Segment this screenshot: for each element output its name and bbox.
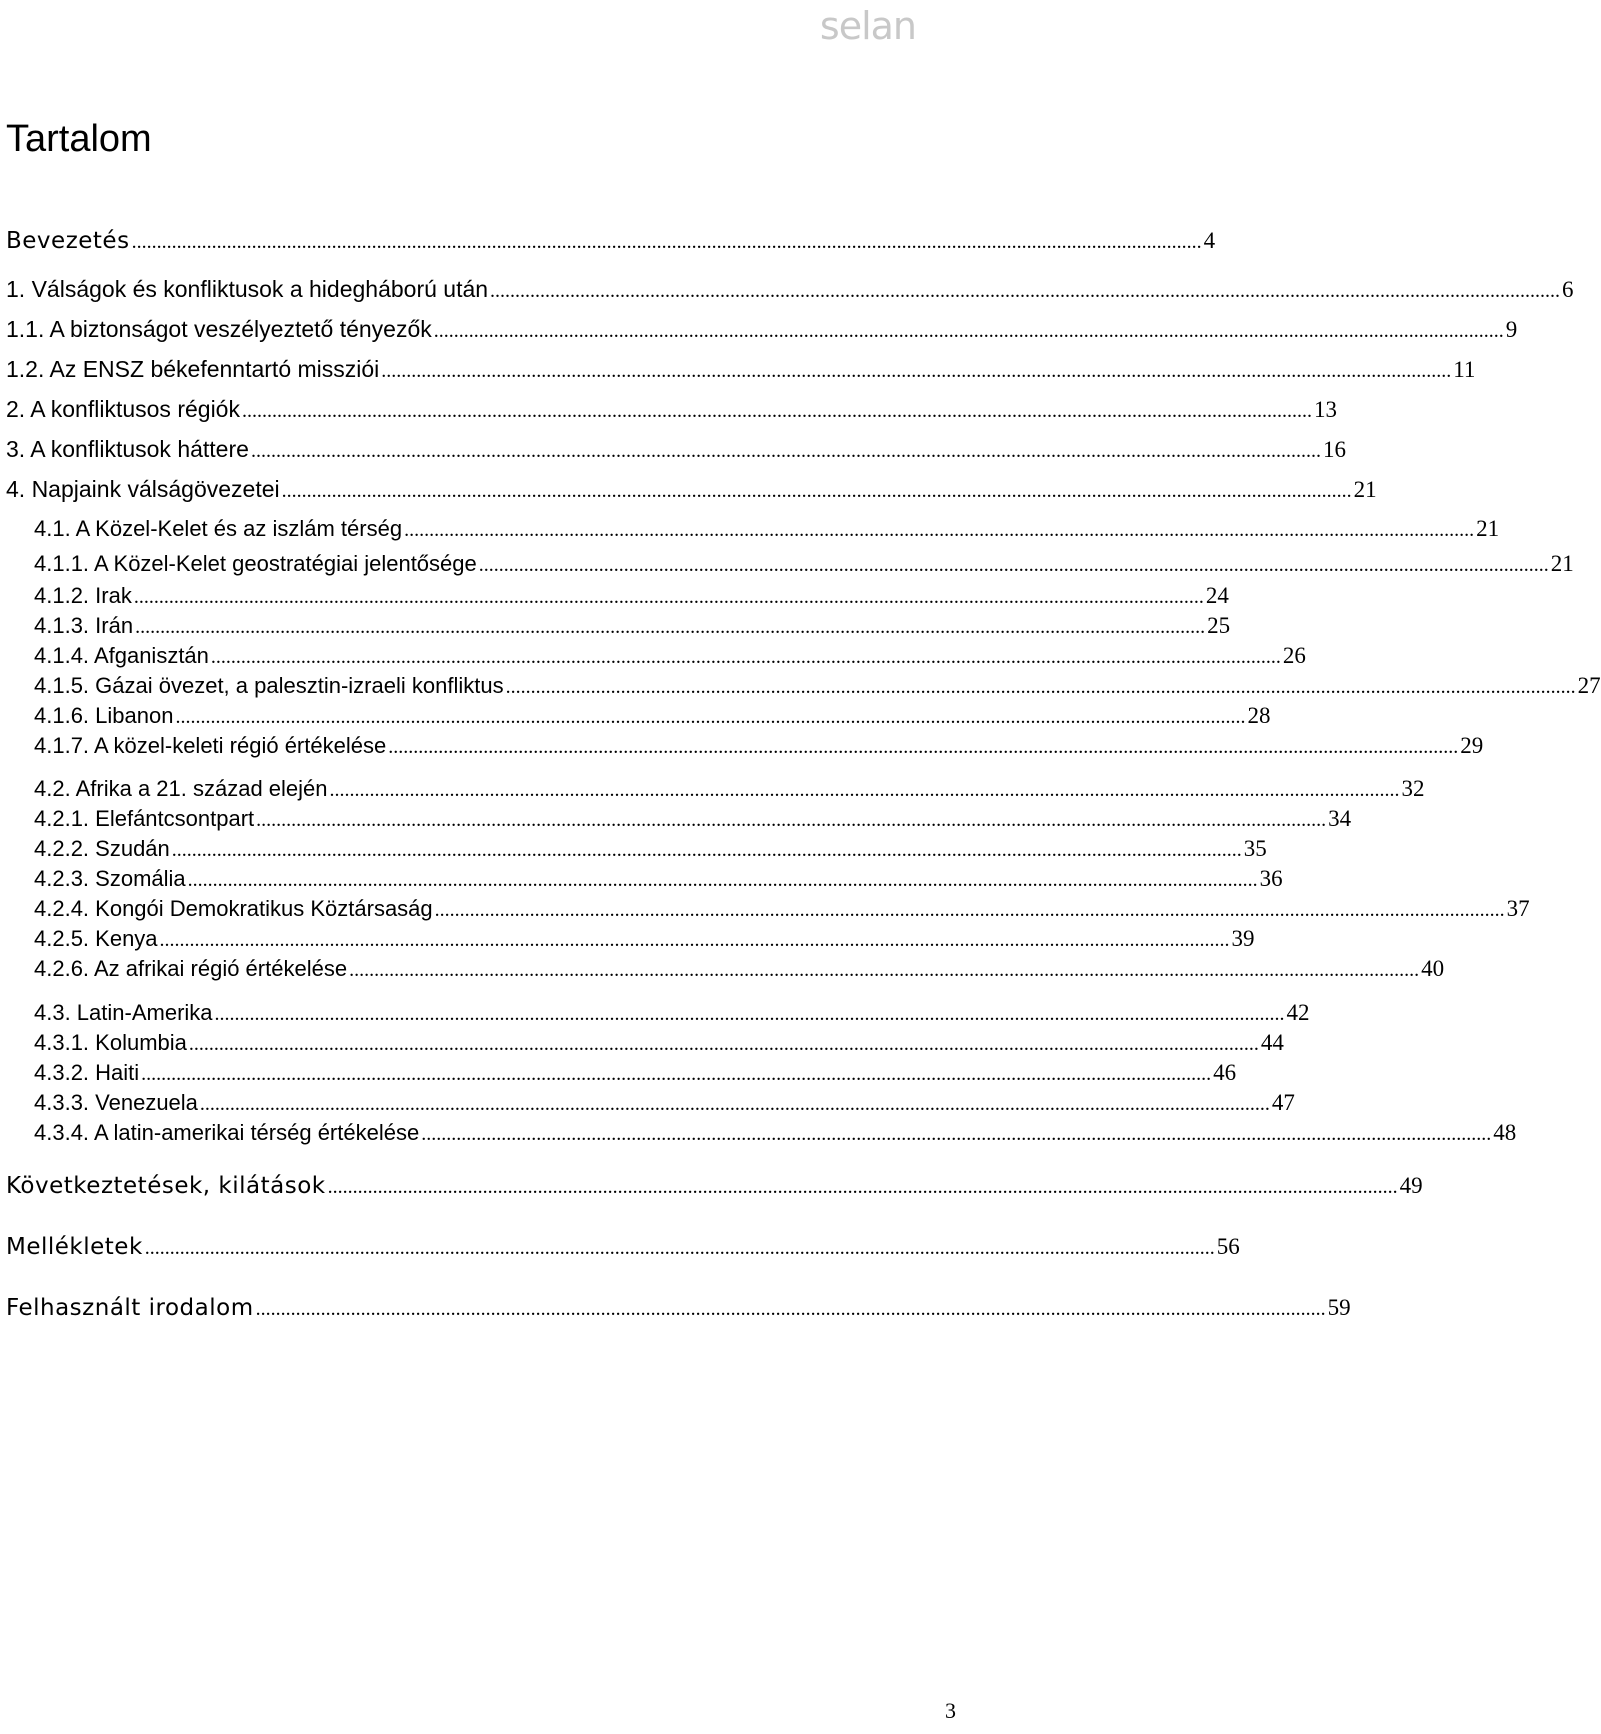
toc-entry[interactable] [34,806,1352,840]
toc-leader-dots [141,1063,1211,1086]
toc-leader-dots [215,1003,1285,1026]
toc-entry-page: 28 [1247,703,1271,728]
toc-entry[interactable] [34,776,1425,810]
toc-leader-dots [135,616,1205,639]
toc-leader-dots [490,280,1560,303]
toc-entry[interactable] [6,316,1518,350]
toc-entry-label: 3. A konfliktusok háttere [6,436,249,462]
toc-entry[interactable] [34,1090,1295,1124]
toc-entry-page: 21 [1476,516,1500,541]
toc-entry[interactable] [6,1173,1423,1207]
toc-entry[interactable] [34,1120,1517,1154]
toc-entry-page: 36 [1259,866,1283,891]
toc-entry-page: 6 [1562,277,1574,302]
toc-leader-dots [188,869,1258,892]
toc-entry-page: 32 [1401,776,1425,801]
toc-entry[interactable] [34,896,1530,930]
toc-entry-page: 4 [1203,228,1216,253]
toc-entry[interactable] [34,1060,1237,1094]
toc-entry[interactable] [34,613,1231,647]
toc-entry[interactable] [6,228,1216,262]
publisher-logo [820,4,916,48]
toc-entry-page: 40 [1421,956,1445,981]
toc-entry-label: 4.2.6. Az afrikai régió értékelése [34,956,348,981]
toc-leader-dots [404,519,1474,542]
toc-entry-label: 4.1.1. A Közel-Kelet geostratégiai jelentősége [34,551,477,576]
toc-entry-label: 4.1.2. Irak [34,583,132,608]
toc-leader-dots [479,554,1549,577]
toc-leader-dots [506,676,1576,699]
toc-leader-dots [256,809,1326,832]
toc-entry-page: 21 [1550,551,1574,576]
toc-entry-page: 37 [1506,896,1530,921]
toc-entry-page: 46 [1213,1060,1237,1085]
toc-entry-page: 59 [1327,1295,1351,1320]
toc-leader-dots [251,440,1321,463]
toc-entry-label: 4.1.7. A közel-keleti régió értékelése [34,733,387,758]
toc-leader-dots [200,1093,1270,1116]
toc-entry-page: 13 [1313,397,1337,422]
page-title: Tartalom [6,118,152,160]
toc-entry-label: 1.1. A biztonságot veszélyeztető tényezők [6,316,432,342]
toc-leader-dots [388,736,1458,759]
toc-entry-label: 4.3.1. Kolumbia [34,1030,187,1055]
toc-leader-dots [145,1237,1215,1260]
toc-entry-page: 27 [1577,673,1601,698]
toc-leader-dots [435,899,1505,922]
toc-entry-page: 9 [1505,317,1518,342]
toc-leader-dots [132,231,1202,254]
toc-leader-dots [381,360,1451,383]
toc-leader-dots [421,1123,1491,1146]
toc-leader-dots [256,1298,1326,1321]
toc-entry[interactable] [34,516,1500,550]
toc-entry-page: 48 [1493,1120,1517,1145]
toc-entry-label: Felhasznált irodalom [6,1295,254,1321]
toc-entry[interactable] [34,583,1229,617]
toc-entry[interactable] [34,703,1271,737]
toc-entry-label: 4.3. Latin-Amerika [34,1000,213,1025]
toc-entry-page: 21 [1353,477,1377,502]
page-number: 3 [945,1698,956,1723]
toc-leader-dots [242,400,1312,423]
toc-entry-page: 42 [1286,1000,1310,1025]
toc-entry-label: 4.2.4. Kongói Demokratikus Köztársaság [34,896,433,921]
toc-entry[interactable] [6,276,1574,310]
toc-entry-page: 35 [1243,836,1267,861]
toc-leader-dots [189,1033,1259,1056]
toc-leader-dots [160,929,1230,952]
toc-entry-page: 49 [1399,1173,1423,1198]
toc-entry[interactable] [34,866,1283,900]
toc-entry-label: 4.2.1. Elefántcsontpart [34,806,255,831]
toc-entry-label: 4.2.3. Szomália [34,866,186,891]
toc-entry-label: 4.3.4. A latin-amerikai térség értékelése [34,1120,420,1145]
toc-leader-dots [172,839,1242,862]
toc-entry[interactable] [34,1030,1284,1064]
toc-entry[interactable] [6,476,1377,510]
toc-entry-label: 4.2.5. Kenya [34,926,158,951]
toc-entry-label: Mellékletek [6,1234,143,1260]
toc-entry-label: 4.1. A Közel-Kelet és az iszlám térség [34,516,403,541]
toc-entry[interactable] [34,836,1267,870]
toc-entry-page: 56 [1216,1234,1240,1259]
toc-entry[interactable] [34,643,1306,677]
toc-entry-label: 1.2. Az ENSZ békefenntartó missziói [6,356,380,382]
toc-entry-page: 11 [1453,357,1476,382]
toc-entry-label: 1. Válságok és konfliktusok a hidegháború után [6,276,489,302]
toc-entry-label: Következtetések, kilátások [6,1173,326,1199]
toc-entry[interactable] [34,956,1445,990]
toc-entry-page: 44 [1260,1030,1284,1055]
toc-entry-label: Bevezetés [6,228,130,254]
toc-entry[interactable] [6,356,1476,390]
toc-entry-label: 4.3.2. Haiti [34,1060,140,1085]
toc-entry[interactable] [6,436,1346,470]
toc-entry-label: 4.3.3. Venezuela [34,1090,198,1115]
toc-entry[interactable] [34,551,1574,585]
toc-leader-dots [434,320,1504,343]
toc-entry-label: 4.1.3. Irán [34,613,134,638]
toc-entry[interactable] [34,1000,1310,1034]
toc-entry[interactable] [6,1234,1240,1268]
toc-leader-dots [330,779,1400,802]
toc-entry-page: 26 [1282,643,1306,668]
toc-entry-label: 4.2.2. Szudán [34,836,170,861]
toc-leader-dots [175,706,1245,729]
toc-leader-dots [211,646,1281,669]
toc-entry[interactable] [6,1295,1351,1329]
toc-entry-label: 4.1.6. Libanon [34,703,174,728]
toc-entry-page: 39 [1231,926,1255,951]
toc-entry-page: 25 [1207,613,1231,638]
toc-leader-dots [134,586,1204,609]
toc-entry-page: 29 [1460,733,1484,758]
logo-text: selan [819,4,916,48]
toc-entry-page: 16 [1322,437,1346,462]
toc-entry[interactable] [6,396,1337,430]
toc-entry[interactable] [34,673,1601,707]
toc-entry[interactable] [34,926,1255,960]
toc-entry-label: 4.2. Afrika a 21. század elején [34,776,328,801]
toc-entry-page: 34 [1328,806,1352,831]
toc-entry-label: 2. A konfliktusos régiók [6,396,240,422]
toc-leader-dots [282,480,1352,503]
toc-entry-label: 4. Napjaink válságövezetei [6,476,280,502]
toc-leader-dots [328,1176,1398,1199]
toc-entry-page: 24 [1205,583,1229,608]
toc-entry-label: 4.1.5. Gázai övezet, a palesztin-izraeli konfliktus [34,673,504,698]
toc-leader-dots [349,959,1419,982]
toc-entry[interactable] [34,733,1484,767]
toc-entry-label: 4.1.4. Afganisztán [34,643,209,668]
toc-entry-page: 47 [1271,1090,1295,1115]
